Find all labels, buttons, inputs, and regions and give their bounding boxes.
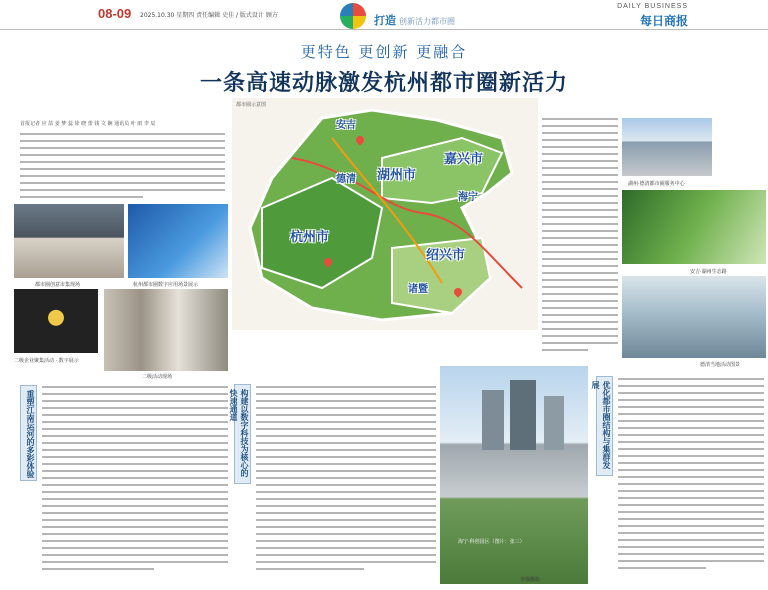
right-bottom-text — [618, 378, 764, 586]
city-deqing: 德清 — [336, 174, 356, 185]
photo-activity-site — [104, 289, 228, 371]
article-headline: 一条高速动脉激发杭州都市圈新活力 — [199, 71, 568, 96]
byline: 首报记者 应 喆 姜 梦 蕊 徐 晓 蕾 钱 文 娴 通讯员 叶 雨 李 辰 — [20, 121, 156, 127]
topic-main: 打造 — [374, 14, 396, 27]
brand-english: DAILY BUSINESS — [617, 3, 688, 10]
intro-text-block — [20, 120, 225, 202]
photo-service-center — [622, 118, 712, 176]
topic-sub: 创新活力都市圈 — [399, 17, 455, 26]
city-haining: 海宁 — [458, 192, 478, 203]
map-title: 都市圈示意图 — [236, 102, 267, 108]
caption-1: 都市圈创意市集现场 — [35, 282, 81, 288]
city-anji: 安吉 — [336, 120, 356, 131]
right-top-text — [542, 118, 618, 368]
caption-6: 安吉·湖州生态路 — [690, 269, 727, 275]
page-header — [0, 0, 768, 30]
section-label-center: 构建以数字科技为核心的快速通道 — [234, 384, 251, 484]
caption-9: 李强摄影 — [520, 577, 541, 583]
photo-science-park — [440, 366, 588, 584]
caption-2: 杭州都市圈数字应用场景展示 — [133, 282, 199, 288]
city-shaoxing: 绍兴市 — [426, 248, 466, 263]
caption-4: 二级活动现场 — [142, 374, 173, 380]
photo-eco-road — [622, 190, 766, 264]
map-graphic — [232, 98, 538, 330]
header-topic — [374, 9, 455, 28]
section-label-right: 优化都市圈结构与集群发展 — [596, 376, 613, 476]
left-bottom-text — [42, 386, 228, 586]
city-zhuji: 诸暨 — [408, 284, 428, 295]
photo-deqing-event — [622, 276, 766, 358]
metro-map — [232, 98, 538, 330]
caption-8: 海宁·科创园区（图片：张三） — [458, 539, 525, 545]
article-subtitle: 更特色 更创新 更融合 — [300, 43, 468, 61]
caption-3: 二级企业聚集活动 · 数字展示 — [14, 358, 79, 364]
photo-creative-market — [14, 204, 124, 278]
city-huzhou: 湖州市 — [377, 168, 417, 183]
center-bottom-text — [256, 386, 436, 586]
page-number: 08-09 — [98, 6, 132, 21]
section-logo-icon — [340, 3, 366, 29]
photo-digital-scene — [128, 204, 228, 278]
section-label-left: 重塑江南运河的多彩体验 — [20, 385, 37, 481]
photo-enterprise-event — [14, 289, 98, 353]
brand-chinese: 每日商报 — [639, 14, 688, 28]
caption-7: 德清当地活动图景 — [700, 362, 741, 368]
caption-5: 湖州·德清都市圈服务中心 — [628, 181, 685, 187]
header-date-line: 2025.10.30 星期四 责任编辑 史佳 / 版式设计 顾方 — [140, 12, 278, 19]
city-hangzhou: 杭州市 — [290, 230, 330, 245]
city-jiaxing: 嘉兴市 — [444, 152, 484, 167]
